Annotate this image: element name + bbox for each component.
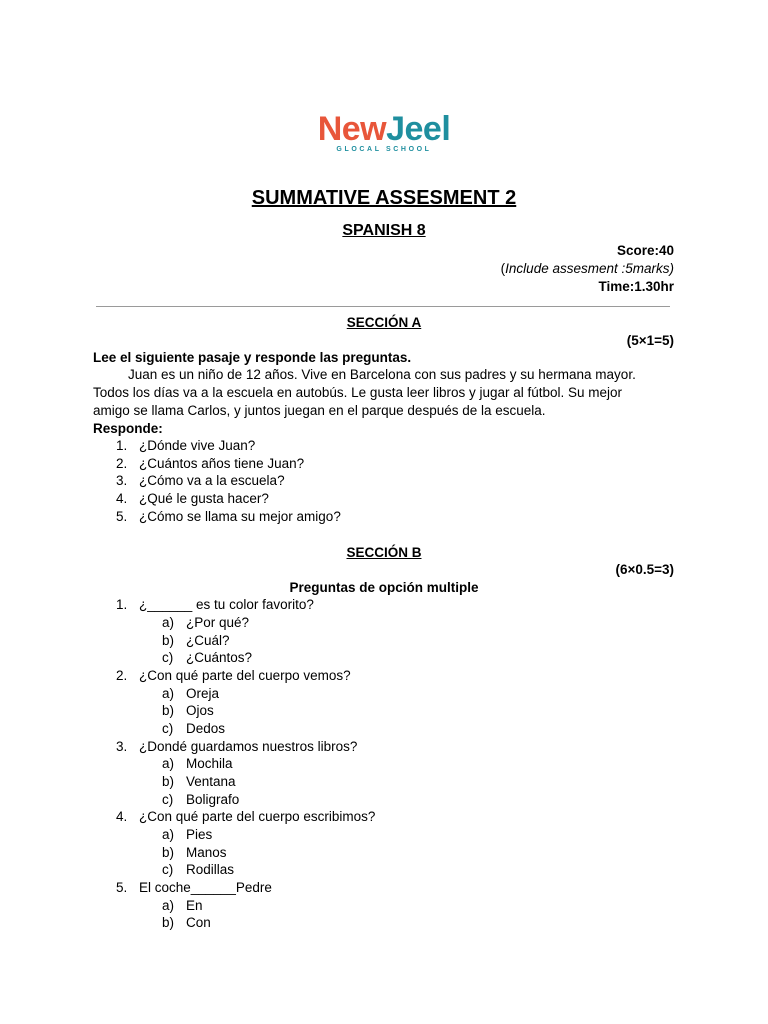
logo-subtitle: GLOCAL SCHOOL (336, 146, 432, 153)
passage-line: Juan es un niño de 12 años. Vive en Barcelona con sus padres y su hermana mayor. (128, 367, 636, 382)
question-number: 4. (116, 809, 128, 824)
section-a-instruction: Lee el siguiente pasaje y responde las preguntas. (93, 350, 412, 365)
score-text: Score:40 (616, 243, 674, 258)
question-number: 1. (116, 597, 128, 612)
section-b-subheading: Preguntas de opción multiple (289, 580, 479, 595)
document-subtitle: SPANISH 8 (342, 222, 426, 239)
question-text: ¿Dónde vive Juan? (139, 438, 256, 453)
question-number: 2. (116, 456, 128, 471)
question-number: 3. (116, 739, 128, 754)
option-text: Boligrafo (186, 792, 240, 807)
section-a-heading: SECCIÓN A (346, 315, 422, 330)
question-text: ¿Dondé guardamos nuestros libros? (139, 739, 358, 754)
option-text: ¿Cuál? (186, 633, 230, 648)
option-letter: b) (162, 845, 175, 860)
section-b-marks: (6×0.5=3) (615, 562, 674, 577)
question-number: 3. (116, 473, 128, 488)
option-text: ¿Cuántos? (186, 650, 253, 665)
option-text: Ojos (186, 703, 214, 718)
passage-line: Todos los días va a la escuela en autobús. Le gusta leer libros y jugar al fútbol. Su mejor (93, 385, 623, 400)
passage-line: amigo se llama Carlos, y juntos juegan en el parque después de la escuela. (93, 403, 546, 418)
option-letter: b) (162, 703, 175, 718)
question-text: ¿______ es tu color favorito? (139, 597, 314, 612)
time-text: Time:1.30hr (598, 279, 674, 294)
logo-new: New (317, 110, 387, 148)
section-a-marks: (5×1=5) (626, 333, 674, 348)
option-text: En (186, 898, 203, 913)
question-text: El coche______Pedre (139, 880, 272, 895)
school-logo (0, 112, 768, 154)
section-b-heading: SECCIÓN B (346, 545, 422, 560)
option-letter: b) (162, 633, 175, 648)
option-text: Rodillas (186, 862, 235, 877)
option-letter: a) (162, 615, 175, 630)
logo-jeel: Jeel (386, 110, 451, 148)
option-text: Con (186, 915, 211, 930)
document-title: SUMMATIVE ASSESMENT 2 (251, 187, 517, 209)
option-text: Pies (186, 827, 213, 842)
question-number: 5. (116, 509, 128, 524)
option-letter: a) (162, 827, 175, 842)
logo-mark (318, 112, 451, 154)
logo-wordmark (318, 112, 451, 146)
divider (96, 306, 670, 307)
include-note-paren: ( (500, 261, 506, 276)
question-text: ¿Cómo se llama su mejor amigo? (139, 509, 341, 524)
question-number: 2. (116, 668, 128, 683)
question-text: ¿Cuántos años tiene Juan? (139, 456, 305, 471)
question-text: ¿Con qué parte del cuerpo escribimos? (139, 809, 376, 824)
responde-label: Responde: (93, 421, 163, 436)
option-text: Manos (186, 845, 227, 860)
option-letter: b) (162, 915, 175, 930)
include-note (501, 261, 674, 276)
option-text: Mochila (186, 756, 233, 771)
option-letter: c) (162, 862, 174, 877)
option-letter: c) (162, 650, 174, 665)
option-text: Oreja (186, 686, 220, 701)
option-letter: a) (162, 756, 175, 771)
question-number: 5. (116, 880, 128, 895)
option-letter: a) (162, 898, 175, 913)
include-note-text: Include assesment :5marks) (505, 261, 674, 276)
option-letter: c) (162, 721, 174, 736)
question-text: ¿Qué le gusta hacer? (139, 491, 269, 506)
option-letter: b) (162, 774, 175, 789)
question-number: 4. (116, 491, 128, 506)
option-text: ¿Por qué? (186, 615, 250, 630)
option-letter: a) (162, 686, 175, 701)
option-text: Ventana (186, 774, 236, 789)
option-letter: c) (162, 792, 174, 807)
option-text: Dedos (186, 721, 226, 736)
question-number: 1. (116, 438, 128, 453)
question-text: ¿Cómo va a la escuela? (139, 473, 285, 488)
question-text: ¿Con qué parte del cuerpo vemos? (139, 668, 351, 683)
